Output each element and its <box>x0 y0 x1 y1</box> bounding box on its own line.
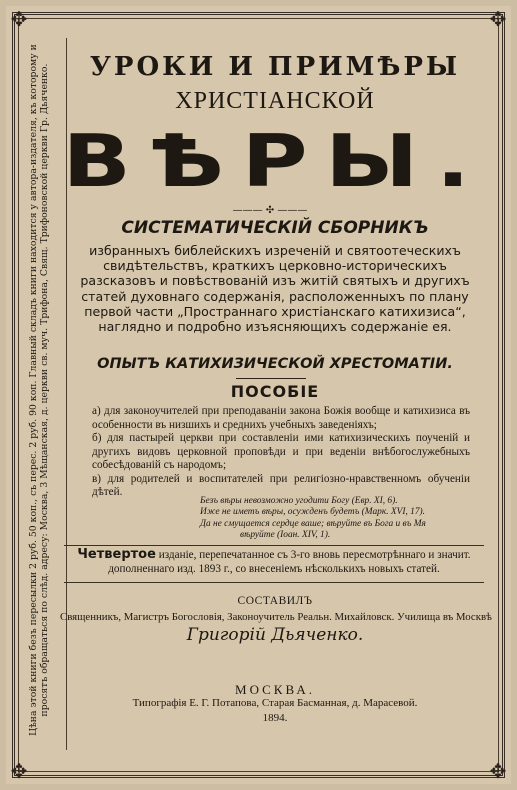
divider <box>64 582 484 583</box>
divider <box>64 545 484 546</box>
uses-item: а) для законоучителей при преподаваніи закона Божія вообще и катихизиса въ особенности въ низшихъ и среднихъ учебныхъ заведеніяхъ; <box>92 405 470 431</box>
edition-note <box>64 548 484 576</box>
edition-text: изданіе, перепечатанное съ 3-го вновь пересмотрѣннаго и значит. дополненнаго изд. 1893 г., со внесеніемъ нѣсколькихъ новыхъ статей. <box>108 549 471 575</box>
heading-rule <box>236 378 306 379</box>
title-line-1: УРОКИ И ПРИМѢРЫ <box>89 52 461 82</box>
printing-house: Типографія Е. Г. Потапова, Старая Басманная, д. Марасевой. <box>132 697 418 709</box>
divider-ornament-icon: ——— ✣ ——— <box>232 205 308 216</box>
corner-ornament-icon: ✥ <box>489 759 507 783</box>
uses-item: б) для пастырей церкви при составленіи ими катихизическихъ поученій и другихъ видовъ церковной проповѣди и при веденіи внѣбогослужебныхъ собесѣдованій съ народомъ; <box>92 432 470 471</box>
subtitle: СИСТЕМАТИЧЕСКІЙ СБОРНИКЪ <box>121 218 429 238</box>
side-note-text: Цѣна этой книги безъ пересылки 2 руб. 50 коп., съ перес. 2 руб. 90 коп. Главный складъ книги находится у автора-издателя, къ которому и просятъ обращаться по слѣд. адресу: Москва, 3 Мѣщанская, д. церкви св. муч. Трифона, Свящ. Трифоновской церкви Гр. Дьяченко. <box>28 44 50 736</box>
uses-item: в) для родителей и воспитателей при религіозно-нравственномъ обученіи дѣтей. <box>92 472 470 498</box>
posobie-heading: ПОСОБІЕ <box>230 382 320 401</box>
opyt-heading: ОПЫТЪ КАТИХИЗИЧЕСКОЙ ХРЕСТОМАТІИ. <box>97 356 453 372</box>
epigraph-line: Иже не иметъ вѣры, осужденъ будетъ (Марк. XVI, 17). <box>200 507 426 518</box>
corner-ornament-icon: ✥ <box>489 7 507 31</box>
uses-list <box>92 405 470 500</box>
description: избранныхъ библейскихъ изреченій и святоотеческихъ свидѣтельствъ, краткихъ церковно-историческихъ разсказовъ и повѣствованій изъ житій святыхъ и другихъ статей духовнаго содержанія, расположенныхъ по плану первой части „Пространнаго христіанскаго катихизиса“, наглядно и подробно изъясняющихъ содержаніе ея. <box>80 243 470 335</box>
epigraphs <box>200 496 470 542</box>
title-line-3: ВѢРЫ. <box>62 119 488 203</box>
publication-city: МОСКВА. <box>235 682 315 697</box>
corner-ornament-icon: ✥ <box>10 759 28 783</box>
epigraph-line: вѣруйте (Іоан. XIV, 1). <box>240 530 331 541</box>
edition-label: Четвертое <box>77 547 156 562</box>
epigraph-line: Безъ вѣры невозможно угодити Богу (Евр. XI, 6). <box>200 496 398 506</box>
epigraph-line: Да не смущается сердце ваше; вѣруйте въ Бога и въ Мя <box>200 518 426 529</box>
corner-ornament-icon: ✥ <box>10 7 28 31</box>
author-name: Григорій Дьяченко. <box>186 625 364 645</box>
publication-year: 1894. <box>262 712 288 724</box>
author-role: Священникъ, Магистръ Богословія, Законоучитель Реальн. Михайловск. Училища въ Москвѣ <box>60 611 492 623</box>
compiled-by: СОСТАВИЛЪ <box>237 595 313 607</box>
title-line-2: ХРИСТІАНСКОЙ <box>175 88 375 114</box>
